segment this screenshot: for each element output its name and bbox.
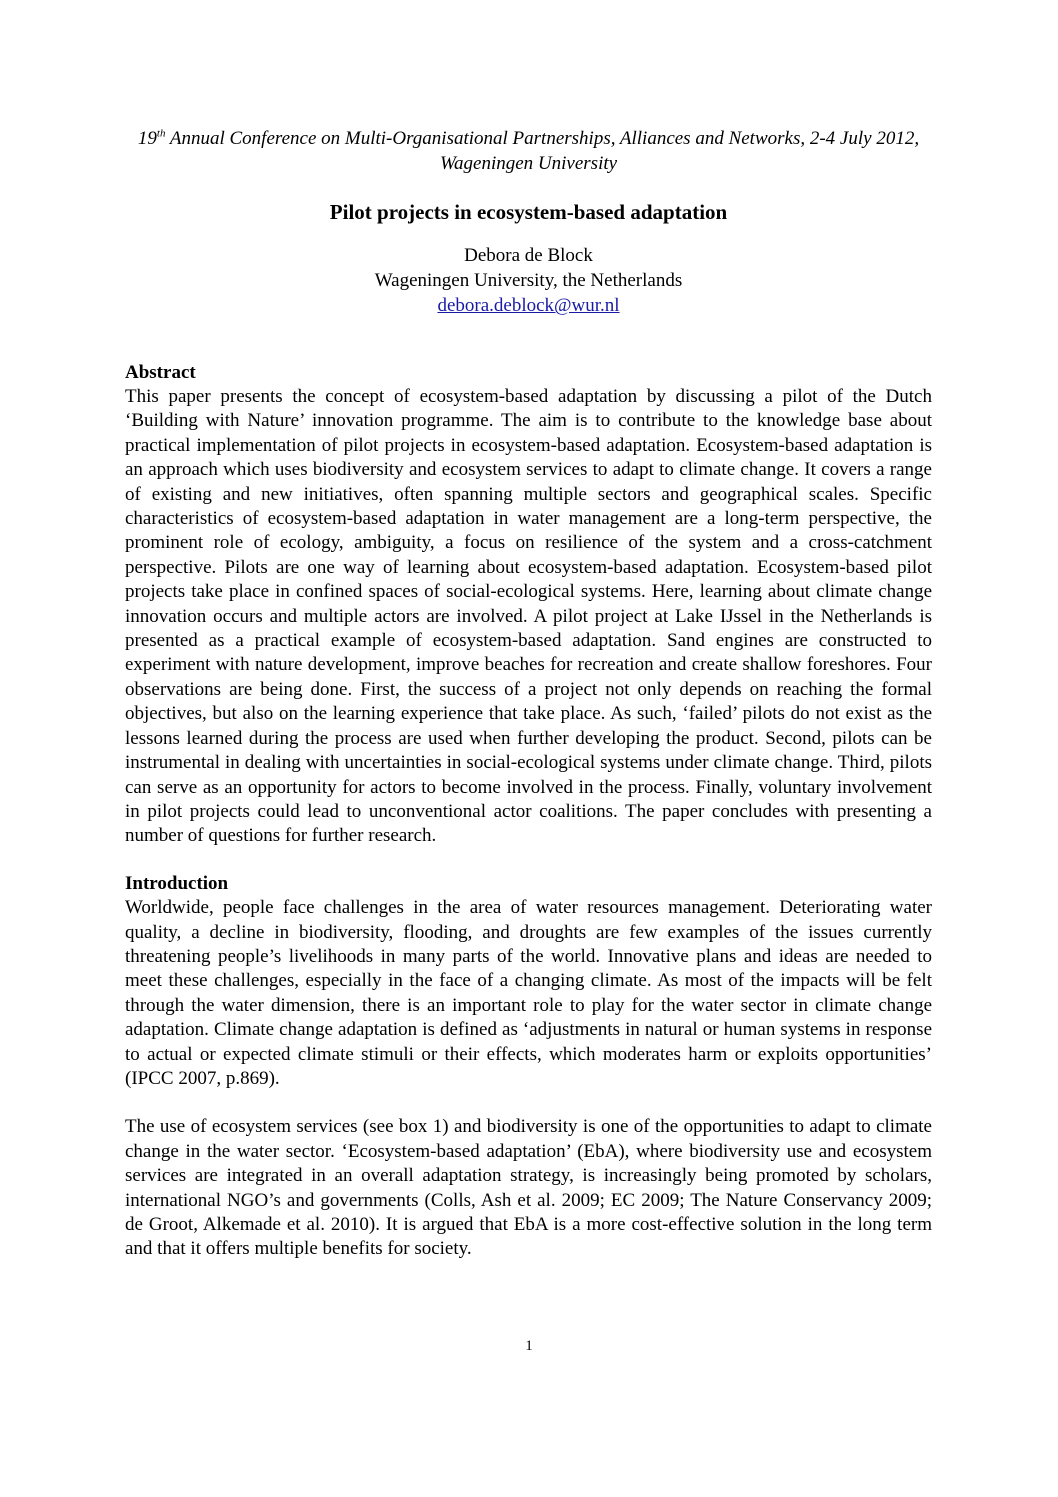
introduction-paragraph-2: The use of ecosystem services (see box 1) and biodiversity is one of the opportunities to adapt to climate change in the water sector. ‘Ecosystem-based adaptation’ (EbA), where biodiversity use and ecosystem services are integrated in an overall adaptation strategy, is increasingly being promoted by scholars, international NGO’s and governments (Colls, Ash et al. 2009; EC 2009; The Nature Conservancy 2009; de Groot, Alkemade et al. 2010). It is argued that EbA is a more cost-effective solution in the long term and that it offers multiple benefits for society. — [125, 1116, 932, 1260]
page-number: 1 — [525, 1338, 533, 1354]
conference-header — [125, 126, 932, 176]
conference-details: Annual Conference on Multi-Organisational Partnerships, Alliances and Networks, 2-4 July 2012, Wageningen University — [165, 128, 920, 174]
abstract-text: This paper presents the concept of ecosystem-based adaptation by discussing a pilot of the Dutch ‘Building with Nature’ innovation programme. The aim is to contribute to the knowledge base about practical implementation of pilot projects in ecosystem-based adaptation. Ecosystem-based adaptation is an approach which uses biodiversity and ecosystem services to adapt to climate change. It covers a range of existing and new initiatives, often spanning multiple sectors and geographical scales. Specific characteristics of ecosystem-based adaptation in water management are a long-term perspective, the prominent role of ecology, ambiguity, a focus on resilience of the system and a cross-catchment perspective. Pilots are one way of learning about ecosystem-based adaptation. Ecosystem-based pilot projects take place in confined spaces of social-ecological systems. Here, learning about climate change innovation occurs and multiple actors are involved. A pilot project at Lake IJssel in the Netherlands is presented as a practical example of ecosystem-based adaptation. Sand engines are constructed to experiment with nature development, improve beaches for recreation and create shallow foreshores. Four observations are being done. First, the success of a project not only depends on reaching the formal objectives, but also on the learning experience that take place. As such, ‘failed’ pilots do not exist as the lessons learned during the process are used when further developing the product. Second, pilots can be instrumental in dealing with uncertainties in social-ecological systems under climate change. Third, pilots can serve as an opportunity for actors to become involved in the process. Finally, voluntary involvement in pilot projects could lead to unconventional actor coalitions. The paper concludes with presenting a number of questions for further research. — [125, 386, 932, 847]
paper-title: Pilot projects in ecosystem-based adaptation — [329, 200, 728, 224]
author-email-link[interactable]: debora.deblock@wur.nl — [437, 295, 620, 317]
conference-ordinal-suffix: th — [156, 127, 166, 140]
introduction-heading: Introduction — [125, 872, 229, 894]
author-block — [125, 243, 932, 319]
author-affiliation: Wageningen University, the Netherlands — [374, 270, 683, 292]
conference-number: 19 — [137, 128, 157, 149]
introduction-paragraph-1: Worldwide, people face challenges in the area of water resources management. Deteriorating water quality, a decline in biodiversity, flooding, and droughts are few examples of the issues currently threatening people’s livelihoods in many parts of the world. Innovative plans and ideas are needed to meet these challenges, especially in the face of a changing climate. As most of the impacts will be felt through the water dimension, there is an important role to play for the water sector in climate change adaptation. Climate change adaptation is defined as ‘adjustments in natural or human systems in response to actual or expected climate stimuli or their effects, which moderates harm or exploits opportunities’ (IPCC 2007, p.869). — [125, 897, 932, 1089]
author-name: Debora de Block — [464, 245, 593, 266]
abstract-heading: Abstract — [125, 361, 196, 383]
document-page — [125, 126, 932, 1262]
